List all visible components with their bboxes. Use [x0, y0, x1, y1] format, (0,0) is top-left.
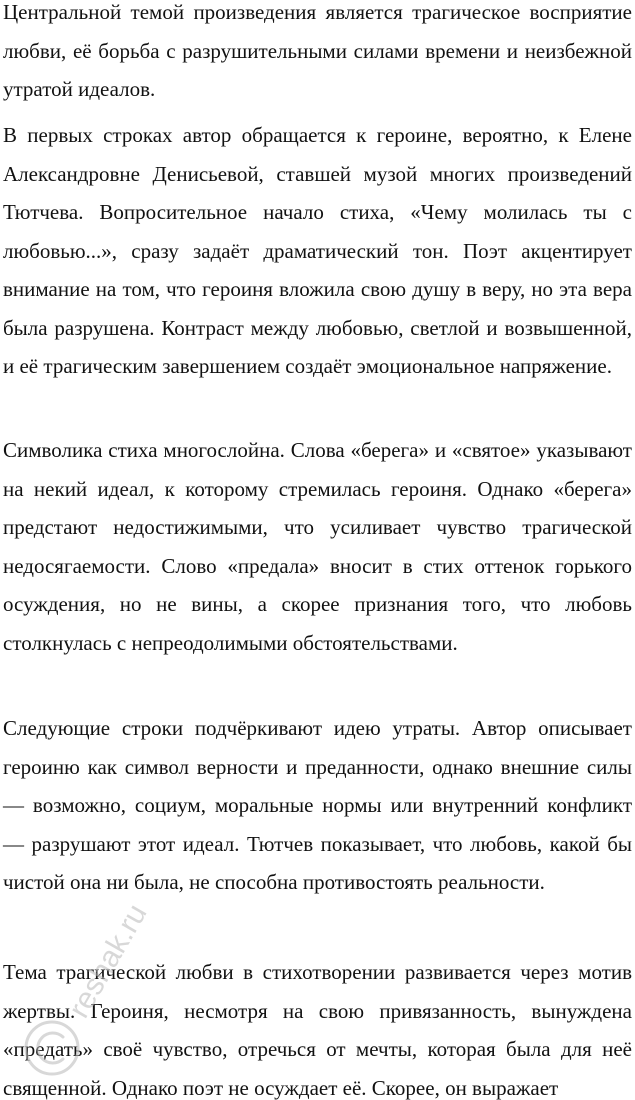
- watermark-text: reshak.ru: [62, 898, 154, 1024]
- paragraph-5: Тема трагической любви в стихотворении развивается через мотив жертвы. Героиня, несмотря на свою привязанность, вынуждена «предать» своё чувство, отречься от мечты, которая была для неё священной. Однако поэт не осуждает её. Скорее, он выражает: [3, 960, 632, 1100]
- paragraph-2: В первых строках автор обращается к героине, вероятно, к Елене Александровне Денисьевой, ставшей музой многих произведений Тютчева. Вопросительное начало стиха, «Чему молилась ты с любовью...», сразу задаёт драматический тон. Поэт акцентирует внимание на том, что героиня вложила свою душу в веру, но эта вера была разрушена. Контраст между любовью, светлой и возвышенной, и её трагическим завершением создаёт эмоциональное напряжение.: [3, 123, 632, 378]
- paragraph-1: Центральной темой произведения является трагическое восприятие любви, её борьба с разрушительными силами времени и неизбежной утратой идеалов.: [3, 0, 632, 101]
- paragraph-3: Символика стиха многослойна. Слова «берега» и «святое» указывают на некий идеал, к которому стремилась героиня. Однако «берега» предстают недостижимыми, что усиливает чувство трагической недосягаемости. Слово «предала» вносит в стих оттенок горького осуждения, но не вины, а скорее признания того, что любовь столкнулась с непреодолимыми обстоятельствами.: [3, 438, 632, 655]
- paragraph-4: Следующие строки подчёркивают идею утраты. Автор описывает героиню как символ верности и преданности, однако внешние силы — возможно, социум, моральные нормы или внутренний конфликт — разрушают этот идеал. Тютчев показывает, что любовь, какой бы чистой она ни была, не способна противостоять реальности.: [3, 716, 632, 894]
